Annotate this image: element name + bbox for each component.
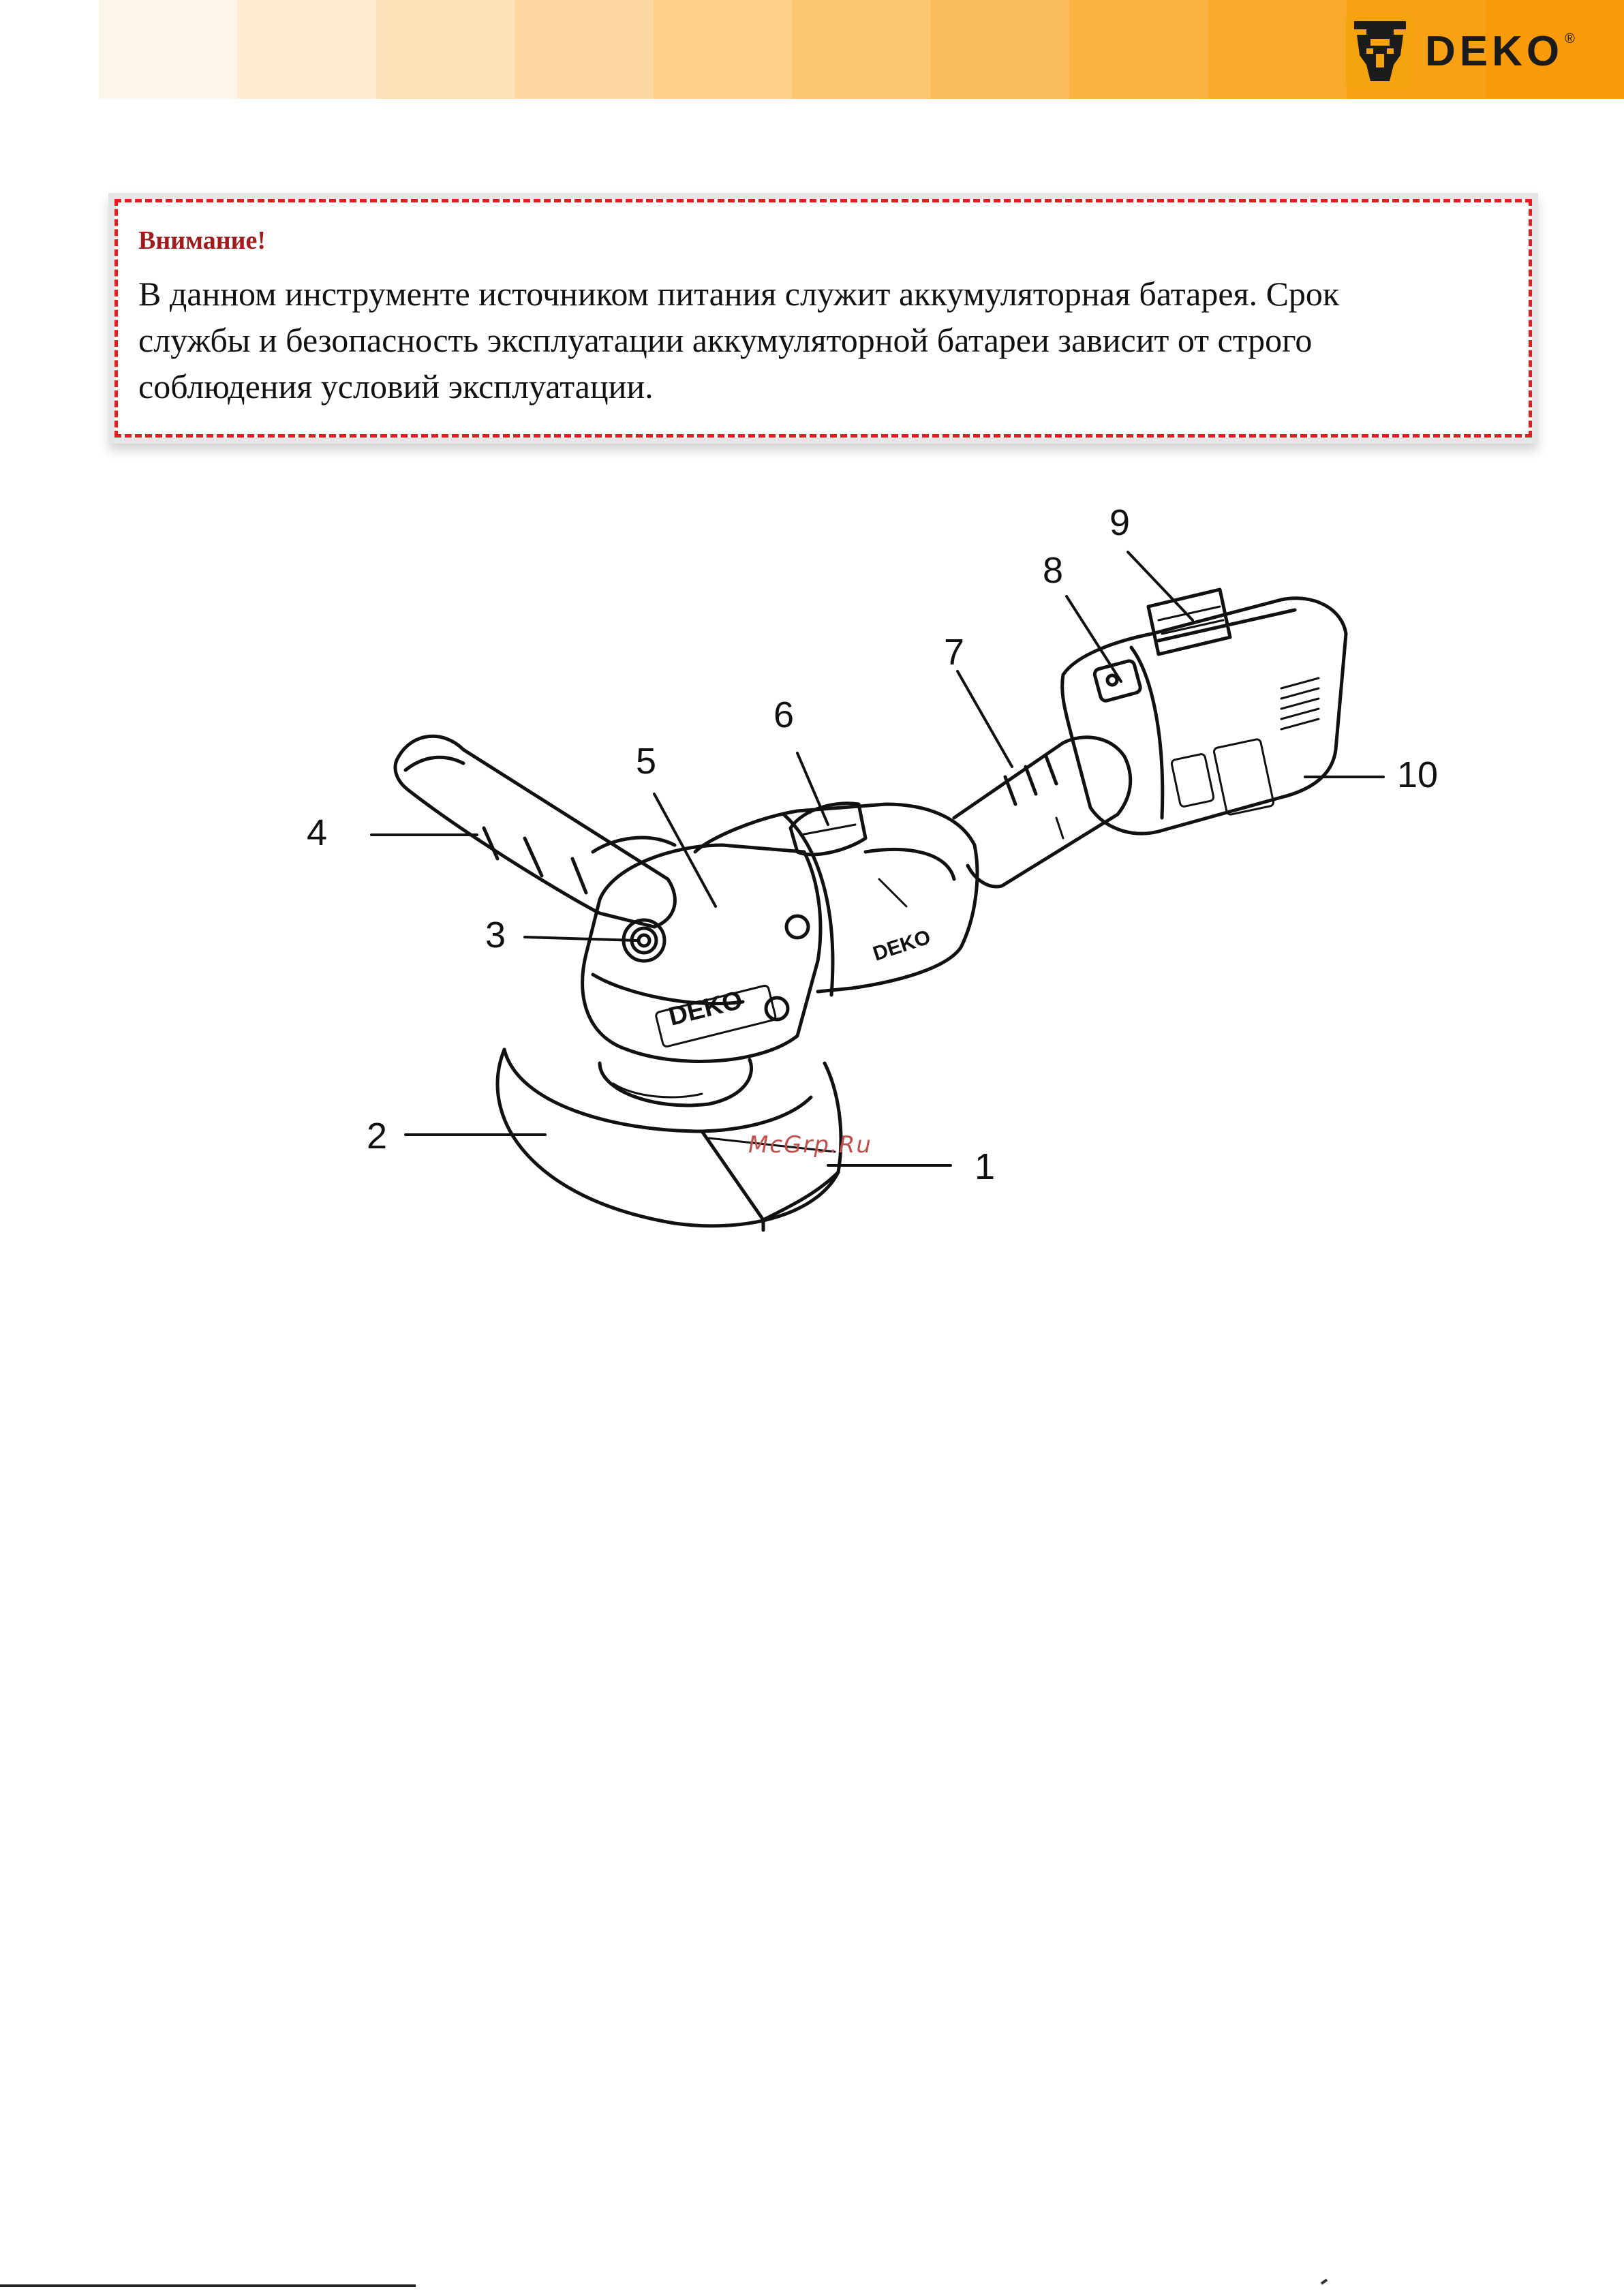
callout-10: 10: [1397, 754, 1439, 795]
header-gradient-segment: [376, 0, 515, 99]
header-gradient-segment: [792, 0, 930, 99]
warning-line-3: соблюдения условий эксплуатации.: [138, 367, 654, 405]
warning-title: Внимание!: [138, 226, 266, 255]
watermark: McGrp.Ru: [748, 1131, 872, 1159]
brand-name: DEKO: [1425, 27, 1564, 75]
header-gradient-segment: [1208, 0, 1347, 99]
header-gradient-segment: [515, 0, 653, 99]
warning-line-1: В данном инструменте источником питания служит аккумуляторная батарея. Срок: [138, 275, 1340, 313]
header-gradient-segment: [99, 0, 237, 99]
callout-9: 9: [1109, 502, 1131, 543]
footer-mark: [1321, 2278, 1328, 2284]
svg-text:DEKO: DEKO: [666, 985, 746, 1032]
callout-3: 3: [485, 915, 506, 955]
side-handle: [395, 736, 675, 927]
header-gradient-segment: [1069, 0, 1208, 99]
footer-rule: [0, 2284, 416, 2287]
callout-6: 6: [773, 694, 795, 735]
gearbox-head: [583, 845, 821, 1105]
warning-box: [114, 199, 1532, 438]
callout-1: 1: [975, 1146, 996, 1187]
header-gradient-segment: [931, 0, 1069, 99]
warning-line-2: службы и безопасность эксплуатации аккумуляторной батареи зависит от строго: [138, 321, 1313, 359]
header-gradient-segment: [654, 0, 792, 99]
callout-8: 8: [1043, 550, 1064, 591]
callout-2: 2: [367, 1116, 388, 1157]
registered-mark: ®: [1565, 31, 1575, 46]
callout-4: 4: [307, 812, 328, 853]
header-gradient-segment: [237, 0, 376, 99]
svg-text:DEKO: DEKO: [870, 925, 934, 966]
callout-leaders: [371, 552, 1383, 1165]
main-handle: [954, 737, 1131, 887]
callout-7: 7: [944, 632, 965, 673]
warning-text: [138, 271, 1508, 410]
motor-housing: [695, 804, 977, 995]
deko-robot-head-logo-icon: [1346, 14, 1414, 89]
battery-pack: [1062, 590, 1346, 833]
brand-logo: [1346, 12, 1575, 91]
callout-5: 5: [636, 741, 657, 782]
